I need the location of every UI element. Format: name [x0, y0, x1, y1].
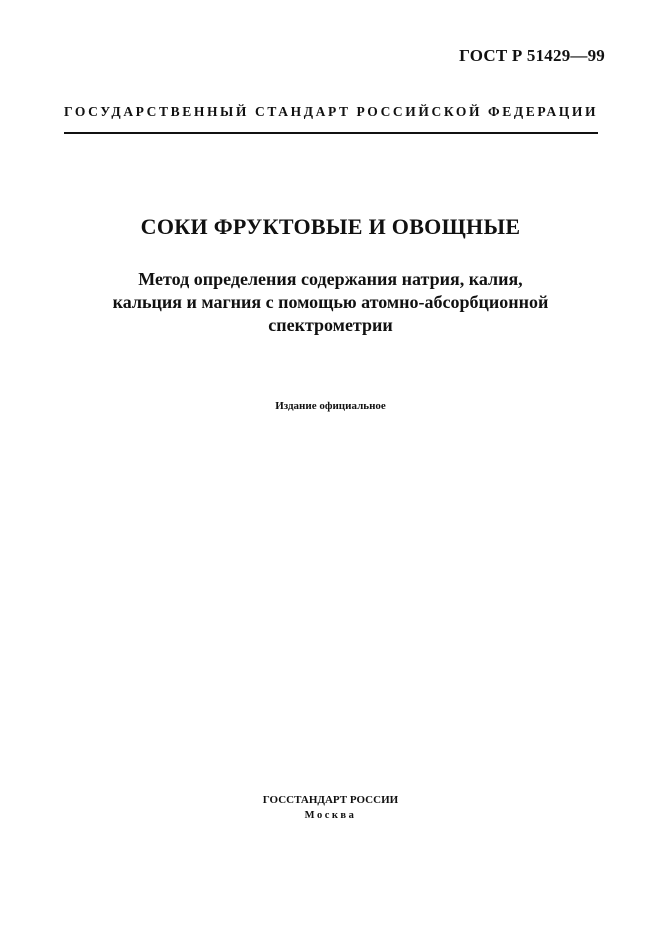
subtitle-line-3: спектрометрии [268, 315, 393, 335]
document-number: ГОСТ Р 51429—99 [459, 46, 605, 65]
publication-city: Москва [304, 810, 357, 821]
subtitle-line-2: кальция и магния с помощью атомно-абсорбционной [112, 292, 549, 312]
state-standard-header: ГОСУДАРСТВЕННЫЙ СТАНДАРТ РОССИЙСКОЙ ФЕДЕРАЦИИ [64, 104, 599, 119]
header-divider [64, 132, 598, 134]
publisher-name: ГОССТАНДАРТ РОССИИ [262, 794, 399, 806]
subtitle-line-1: Метод определения содержания натрия, калия, [138, 269, 523, 289]
document-subtitle [40, 268, 621, 337]
document-title: СОКИ ФРУКТОВЫЕ И ОВОЩНЫЕ [140, 214, 521, 239]
edition-note: Издание официальное [275, 400, 386, 412]
